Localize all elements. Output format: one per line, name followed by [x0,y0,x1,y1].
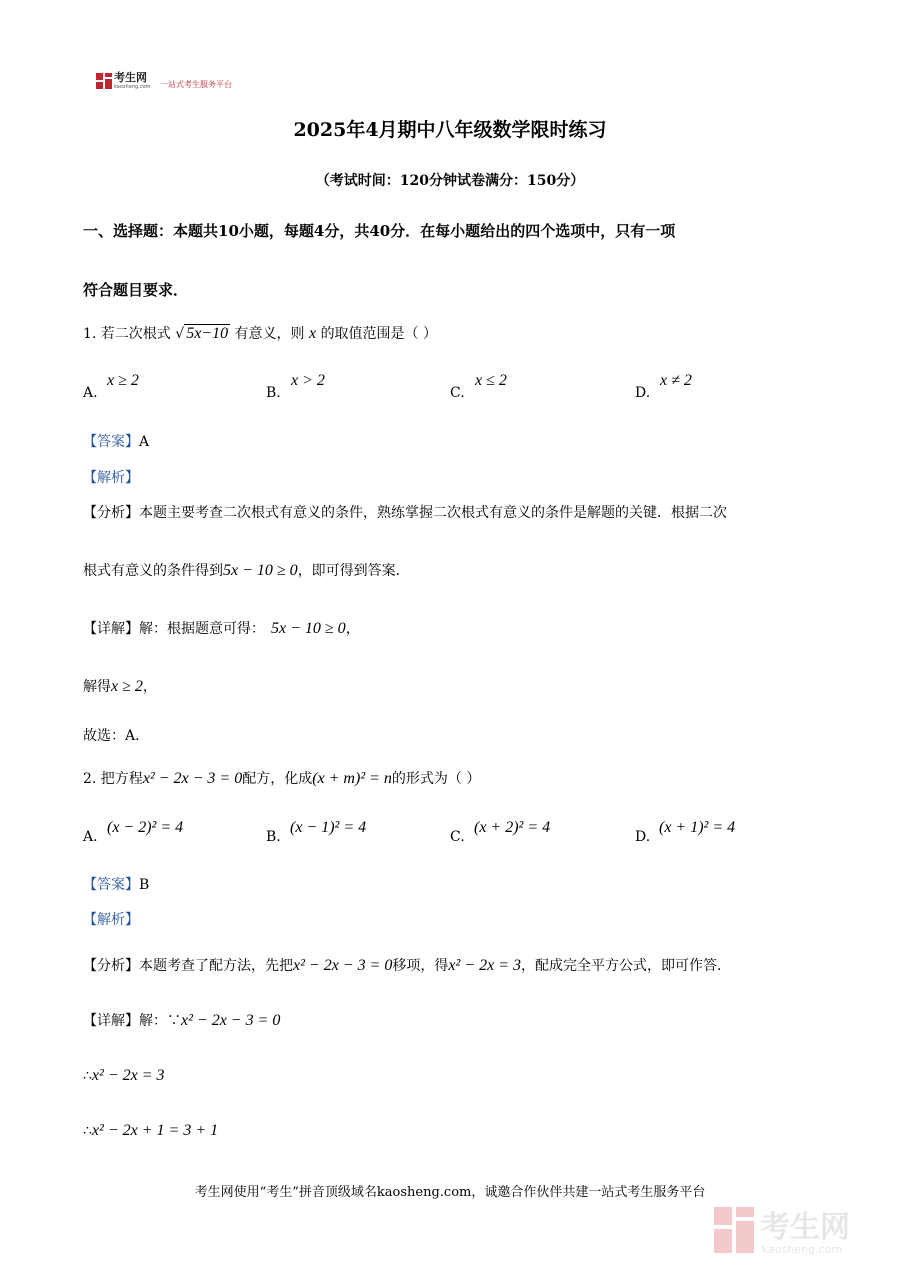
q2-answer [83,874,149,894]
q2-fenxi-eq1: x² − 2x − 3 = 0 [293,957,393,974]
q2-detail-line [83,1010,280,1030]
q1-option-a-label: A. [83,385,98,401]
q1-fenxi-text2a: 根式有意义的条件得到 [83,563,223,579]
q1-option-a-expr: x ≥ 2 [107,372,139,389]
q1-answer [83,431,149,451]
q2-fenxi-eq2: x² − 2x = 3 [448,957,521,974]
section-heading-line1: 一、选择题：本题共10小题，每题4分，共40分．在每小题给出的四个选项中，只有一项 [83,222,676,240]
q2-fenxi-line [83,955,731,975]
q2-fenxi-text-a: 本题考查了配方法，先把 [139,958,293,974]
q1-option-b-expr: x > 2 [291,372,325,389]
q1-option-d-expr: x ≠ 2 [660,372,692,389]
page-title: 2025年4月期中八年级数学限时练习 [293,119,607,141]
q2-answer-value: B [139,877,150,893]
q1-sqrt: √ 5x−10 [175,325,229,342]
page-subtitle: （考试时间：120分钟试卷满分：150分） [315,173,585,189]
q1-detail-text-b: ， [345,621,360,637]
q2-therefore-symbol-1: ∴ [83,1068,92,1084]
kaosheng-watermark-icon [712,1203,882,1258]
logo-slogan: 一站式考生服务平台 [160,80,232,89]
q1-stem-c: 的取值范围是（ ） [320,326,438,342]
q2-stem-form: (x + m)² = n [312,770,392,787]
q2-stem-eq: x² − 2x − 3 = 0 [142,770,243,787]
logo-name: 考生网 [114,71,147,84]
q1-stem-b: 有意义，则 [234,326,305,342]
q2-step1-line [83,1067,165,1085]
q1-fenxi-tag: 【分析】 [83,505,139,521]
q1-fenxi-line1 [83,502,727,522]
q1-stem [83,323,437,343]
q1-option-c-expr: x ≤ 2 [475,372,507,389]
q1-answer-tag: 【答案】 [83,434,139,450]
q1-detail-expr: 5x − 10 ≥ 0 [271,620,346,637]
q2-option-d-label: D. [635,829,651,845]
q2-option-c-label: C. [450,829,465,845]
q2-step1: x² − 2x = 3 [91,1067,165,1084]
q1-radicand: 5x−10 [186,325,229,342]
q1-option-c-label: C. [450,385,465,401]
q1-choose: 故选：A． [83,728,150,744]
q1-fenxi-expr: 5x − 10 ≥ 0 [223,562,298,579]
watermark-domain: kaosheng.com [762,1243,843,1256]
page-footer: 考生网使用“考生”拼音顶级域名kaosheng.com，诚邀合作伙伴共建一站式考生服务平台 [194,1185,706,1200]
kaosheng-logo-icon [96,73,112,89]
q1-detail-tag: 【详解】 [83,621,139,637]
q2-stem-c: 的形式为（ ） [391,771,481,787]
q2-detail-eq: x² − 2x − 3 = 0 [181,1012,281,1029]
watermark-name: 考生网 [760,1210,850,1245]
q1-analysis-tag: 【解析】 [83,470,139,486]
q2-option-a-expr: (x − 2)² = 4 [107,819,184,836]
q1-fenxi-line2 [83,560,410,580]
q2-therefore-symbol-2: ∴ [83,1123,92,1139]
q1-option-d-label: D. [635,385,651,401]
q2-because-symbol: ∵ [167,1013,181,1029]
q2-option-c-expr: (x + 2)² = 4 [474,819,551,836]
q2-step2-line [83,1122,218,1140]
q1-fenxi-text2b: ，即可得到答案． [297,563,410,579]
q2-option-d-expr: (x + 1)² = 4 [659,819,736,836]
q1-answer-value: A [139,434,150,450]
q2-fenxi-text-c: ，配成完全平方公式，即可作答． [520,958,731,974]
q1-solve-text-b: ， [142,679,157,695]
q2-stem-b: 配方，化成 [242,771,313,787]
q1-fenxi-text1: 本题主要考查二次根式有意义的条件，熟练掌握二次根式有意义的条件是解题的关键．根据二次 [139,505,727,521]
q1-detail-text: 解：根据题意可得： [139,621,265,637]
logo-domain: kaosheng.com [114,84,151,90]
q1-solve-text: 解得 [83,679,111,695]
q2-stem [83,768,480,788]
q2-option-a-label: A. [83,829,98,845]
q2-fenxi-text-b: 移项，得 [392,958,449,974]
q2-detail-text: 解： [139,1013,167,1029]
q2-option-b-expr: (x − 1)² = 4 [290,819,367,836]
section-heading-line2: 符合题目要求． [83,281,189,299]
q2-fenxi-tag: 【分析】 [83,958,139,974]
q2-analysis-tag: 【解析】 [83,912,139,928]
q2-step2: x² − 2x + 1 = 3 + 1 [91,1122,219,1139]
q1-stem-a: 1. 若二次根式 [83,326,171,342]
q2-stem-a: 2. 把方程 [83,771,143,787]
q1-solve-expr: x ≥ 2 [111,678,143,695]
q1-detail-line [83,618,360,638]
q1-solve-line [83,676,157,696]
q1-option-b-label: B. [266,385,281,401]
q2-option-b-label: B. [266,829,281,845]
q2-detail-tag: 【详解】 [83,1013,139,1029]
q2-answer-tag: 【答案】 [83,877,139,893]
q1-var: x [309,325,317,342]
